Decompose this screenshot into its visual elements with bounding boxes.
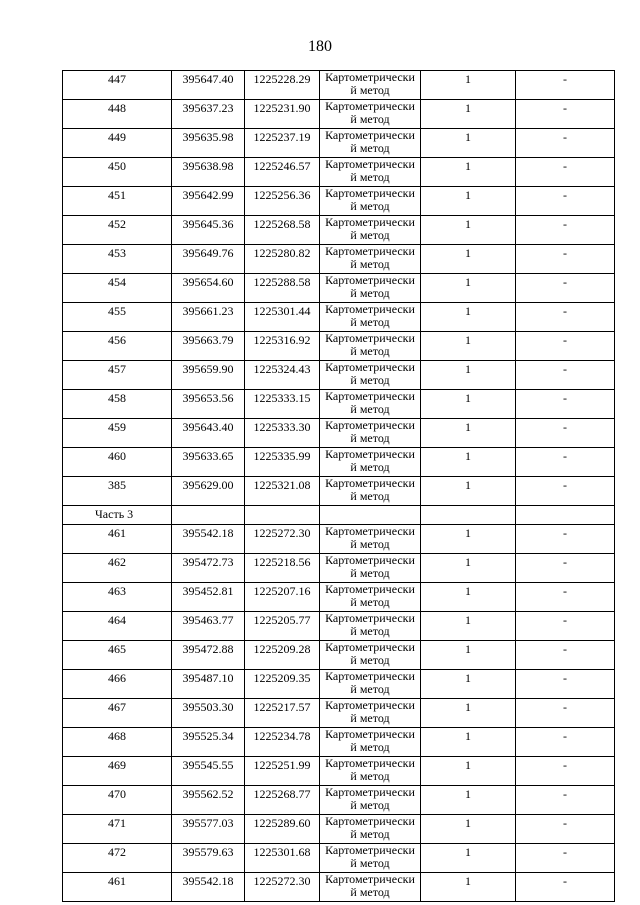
- x-coordinate-cell: 395661.23: [172, 303, 245, 332]
- section-empty-cell: [320, 506, 421, 525]
- y-coordinate-cell: 1225288.58: [245, 274, 320, 303]
- method-line-1: Картометрически: [325, 582, 415, 596]
- accuracy-cell: 1: [421, 187, 516, 216]
- x-coordinate-cell: 395562.52: [172, 786, 245, 815]
- y-coordinate-cell: 1225316.92: [245, 332, 320, 361]
- description-cell: -: [516, 873, 615, 902]
- x-coordinate-cell: 395542.18: [172, 873, 245, 902]
- method-cell: [320, 419, 421, 448]
- y-coordinate-cell: 1225321.08: [245, 477, 320, 506]
- table-row: [63, 245, 615, 274]
- method-line-1: Картометрически: [325, 186, 415, 200]
- description-cell: -: [516, 757, 615, 786]
- description-cell: -: [516, 245, 615, 274]
- method-line-2: й метод: [350, 885, 390, 899]
- method-line-1: Картометрически: [325, 843, 415, 857]
- method-cell: [320, 477, 421, 506]
- y-coordinate-cell: 1225289.60: [245, 815, 320, 844]
- description-cell: -: [516, 815, 615, 844]
- table-row: [63, 129, 615, 158]
- method-cell: [320, 583, 421, 612]
- point-number-cell: 461: [63, 525, 172, 554]
- table-row: [63, 786, 615, 815]
- point-number-cell: 454: [63, 274, 172, 303]
- table-row: [63, 419, 615, 448]
- y-coordinate-cell: 1225256.36: [245, 187, 320, 216]
- description-cell: -: [516, 554, 615, 583]
- point-number-cell: 470: [63, 786, 172, 815]
- x-coordinate-cell: 395452.81: [172, 583, 245, 612]
- table-row: [63, 815, 615, 844]
- description-cell: -: [516, 699, 615, 728]
- method-cell: [320, 844, 421, 873]
- description-cell: -: [516, 332, 615, 361]
- method-line-2: й метод: [350, 373, 390, 387]
- method-line-1: Картометрически: [325, 872, 415, 886]
- description-cell: -: [516, 216, 615, 245]
- description-cell: -: [516, 158, 615, 187]
- y-coordinate-cell: 1225251.99: [245, 757, 320, 786]
- method-line-1: Картометрически: [325, 476, 415, 490]
- point-number-cell: 461: [63, 873, 172, 902]
- x-coordinate-cell: 395635.98: [172, 129, 245, 158]
- accuracy-cell: 1: [421, 390, 516, 419]
- method-line-2: й метод: [350, 856, 390, 870]
- method-cell: [320, 390, 421, 419]
- method-cell: [320, 158, 421, 187]
- accuracy-cell: 1: [421, 361, 516, 390]
- method-line-2: й метод: [350, 711, 390, 725]
- description-cell: -: [516, 303, 615, 332]
- method-line-2: й метод: [350, 257, 390, 271]
- point-number-cell: 450: [63, 158, 172, 187]
- method-line-1: Картометрически: [325, 331, 415, 345]
- point-number-cell: 449: [63, 129, 172, 158]
- point-number-cell: 455: [63, 303, 172, 332]
- point-number-cell: 385: [63, 477, 172, 506]
- y-coordinate-cell: 1225268.77: [245, 786, 320, 815]
- method-line-2: й метод: [350, 489, 390, 503]
- accuracy-cell: 1: [421, 554, 516, 583]
- accuracy-cell: 1: [421, 612, 516, 641]
- x-coordinate-cell: 395643.40: [172, 419, 245, 448]
- method-cell: [320, 129, 421, 158]
- point-number-cell: 458: [63, 390, 172, 419]
- method-line-2: й метод: [350, 798, 390, 812]
- point-number-cell: 448: [63, 100, 172, 129]
- method-line-1: Картометрически: [325, 70, 415, 84]
- method-line-2: й метод: [350, 170, 390, 184]
- table-row: [63, 158, 615, 187]
- description-cell: -: [516, 641, 615, 670]
- accuracy-cell: 1: [421, 419, 516, 448]
- table-row: [63, 448, 615, 477]
- x-coordinate-cell: 395653.56: [172, 390, 245, 419]
- method-line-1: Картометрически: [325, 215, 415, 229]
- method-line-2: й метод: [350, 112, 390, 126]
- point-number-cell: 457: [63, 361, 172, 390]
- x-coordinate-cell: 395525.34: [172, 728, 245, 757]
- section-label: Часть 3: [63, 506, 172, 525]
- point-number-cell: 462: [63, 554, 172, 583]
- y-coordinate-cell: 1225301.44: [245, 303, 320, 332]
- y-coordinate-cell: 1225237.19: [245, 129, 320, 158]
- method-line-1: Картометрически: [325, 360, 415, 374]
- table-row: [63, 728, 615, 757]
- method-cell: [320, 728, 421, 757]
- description-cell: -: [516, 844, 615, 873]
- accuracy-cell: 1: [421, 216, 516, 245]
- y-coordinate-cell: 1225324.43: [245, 361, 320, 390]
- method-line-2: й метод: [350, 402, 390, 416]
- description-cell: -: [516, 583, 615, 612]
- table-row: [63, 670, 615, 699]
- accuracy-cell: 1: [421, 815, 516, 844]
- accuracy-cell: 1: [421, 757, 516, 786]
- x-coordinate-cell: 395642.99: [172, 187, 245, 216]
- method-cell: [320, 187, 421, 216]
- accuracy-cell: 1: [421, 786, 516, 815]
- accuracy-cell: 1: [421, 699, 516, 728]
- description-cell: -: [516, 361, 615, 390]
- y-coordinate-cell: 1225234.78: [245, 728, 320, 757]
- x-coordinate-cell: 395638.98: [172, 158, 245, 187]
- method-line-2: й метод: [350, 460, 390, 474]
- method-line-2: й метод: [350, 740, 390, 754]
- method-line-2: й метод: [350, 83, 390, 97]
- section-empty-cell: [421, 506, 516, 525]
- x-coordinate-cell: 395663.79: [172, 332, 245, 361]
- method-cell: [320, 757, 421, 786]
- method-line-1: Картометрически: [325, 640, 415, 654]
- accuracy-cell: 1: [421, 332, 516, 361]
- table-row: [63, 187, 615, 216]
- table-row: [63, 612, 615, 641]
- method-line-1: Картометрически: [325, 553, 415, 567]
- table-row: [63, 274, 615, 303]
- x-coordinate-cell: 395463.77: [172, 612, 245, 641]
- table-row: [63, 100, 615, 129]
- accuracy-cell: 1: [421, 670, 516, 699]
- accuracy-cell: 1: [421, 158, 516, 187]
- table-row: [63, 525, 615, 554]
- method-line-1: Картометрически: [325, 814, 415, 828]
- method-line-1: Картометрически: [325, 727, 415, 741]
- accuracy-cell: 1: [421, 728, 516, 757]
- method-line-2: й метод: [350, 431, 390, 445]
- table-row: [63, 71, 615, 100]
- method-line-2: й метод: [350, 344, 390, 358]
- method-cell: [320, 786, 421, 815]
- table-row: [63, 641, 615, 670]
- y-coordinate-cell: 1225207.16: [245, 583, 320, 612]
- table-row: [63, 699, 615, 728]
- accuracy-cell: 1: [421, 641, 516, 670]
- point-number-cell: 472: [63, 844, 172, 873]
- description-cell: -: [516, 612, 615, 641]
- description-cell: -: [516, 390, 615, 419]
- method-line-2: й метод: [350, 315, 390, 329]
- method-line-2: й метод: [350, 653, 390, 667]
- method-line-1: Картометрически: [325, 128, 415, 142]
- description-cell: -: [516, 525, 615, 554]
- method-line-1: Картометрически: [325, 273, 415, 287]
- method-cell: [320, 670, 421, 699]
- point-number-cell: 447: [63, 71, 172, 100]
- accuracy-cell: 1: [421, 274, 516, 303]
- method-line-1: Картометрически: [325, 302, 415, 316]
- y-coordinate-cell: 1225228.29: [245, 71, 320, 100]
- x-coordinate-cell: 395579.63: [172, 844, 245, 873]
- point-number-cell: 467: [63, 699, 172, 728]
- table-body-part-b: [63, 525, 615, 902]
- point-number-cell: 459: [63, 419, 172, 448]
- point-number-cell: 463: [63, 583, 172, 612]
- point-number-cell: 451: [63, 187, 172, 216]
- method-line-1: Картометрически: [325, 669, 415, 683]
- accuracy-cell: 1: [421, 583, 516, 612]
- x-coordinate-cell: 395654.60: [172, 274, 245, 303]
- accuracy-cell: 1: [421, 303, 516, 332]
- method-line-1: Картометрически: [325, 99, 415, 113]
- point-number-cell: 452: [63, 216, 172, 245]
- table-row: [63, 583, 615, 612]
- table-row: [63, 873, 615, 902]
- method-cell: [320, 71, 421, 100]
- x-coordinate-cell: 395629.00: [172, 477, 245, 506]
- table-row: [63, 554, 615, 583]
- method-line-1: Картометрически: [325, 447, 415, 461]
- y-coordinate-cell: 1225333.30: [245, 419, 320, 448]
- table-body-part-a: [63, 71, 615, 506]
- point-number-cell: 469: [63, 757, 172, 786]
- point-number-cell: 453: [63, 245, 172, 274]
- method-line-2: й метод: [350, 199, 390, 213]
- accuracy-cell: 1: [421, 448, 516, 477]
- method-cell: [320, 815, 421, 844]
- y-coordinate-cell: 1225280.82: [245, 245, 320, 274]
- method-cell: [320, 361, 421, 390]
- description-cell: -: [516, 786, 615, 815]
- method-line-2: й метод: [350, 537, 390, 551]
- method-cell: [320, 303, 421, 332]
- method-line-2: й метод: [350, 827, 390, 841]
- coordinates-table: [62, 70, 615, 902]
- method-cell: [320, 245, 421, 274]
- y-coordinate-cell: 1225301.68: [245, 844, 320, 873]
- x-coordinate-cell: 395649.76: [172, 245, 245, 274]
- description-cell: -: [516, 71, 615, 100]
- x-coordinate-cell: 395633.65: [172, 448, 245, 477]
- description-cell: -: [516, 448, 615, 477]
- method-line-1: Картометрически: [325, 244, 415, 258]
- y-coordinate-cell: 1225335.99: [245, 448, 320, 477]
- table-row: [63, 303, 615, 332]
- y-coordinate-cell: 1225209.28: [245, 641, 320, 670]
- y-coordinate-cell: 1225205.77: [245, 612, 320, 641]
- method-line-1: Картометрически: [325, 157, 415, 171]
- accuracy-cell: 1: [421, 129, 516, 158]
- y-coordinate-cell: 1225333.15: [245, 390, 320, 419]
- page-number: 180: [308, 38, 332, 55]
- y-coordinate-cell: 1225209.35: [245, 670, 320, 699]
- method-line-2: й метод: [350, 566, 390, 580]
- description-cell: -: [516, 419, 615, 448]
- x-coordinate-cell: 395503.30: [172, 699, 245, 728]
- section-empty-cell: [516, 506, 615, 525]
- description-cell: -: [516, 187, 615, 216]
- point-number-cell: 466: [63, 670, 172, 699]
- accuracy-cell: 1: [421, 71, 516, 100]
- method-line-2: й метод: [350, 141, 390, 155]
- table-row: [63, 477, 615, 506]
- method-line-2: й метод: [350, 228, 390, 242]
- y-coordinate-cell: 1225268.58: [245, 216, 320, 245]
- description-cell: -: [516, 728, 615, 757]
- x-coordinate-cell: 395647.40: [172, 71, 245, 100]
- x-coordinate-cell: 395487.10: [172, 670, 245, 699]
- description-cell: -: [516, 477, 615, 506]
- method-line-2: й метод: [350, 624, 390, 638]
- accuracy-cell: 1: [421, 525, 516, 554]
- point-number-cell: 471: [63, 815, 172, 844]
- accuracy-cell: 1: [421, 100, 516, 129]
- description-cell: -: [516, 670, 615, 699]
- y-coordinate-cell: 1225218.56: [245, 554, 320, 583]
- method-cell: [320, 641, 421, 670]
- accuracy-cell: 1: [421, 477, 516, 506]
- table-row: [63, 332, 615, 361]
- y-coordinate-cell: 1225231.90: [245, 100, 320, 129]
- y-coordinate-cell: 1225246.57: [245, 158, 320, 187]
- point-number-cell: 465: [63, 641, 172, 670]
- method-cell: [320, 554, 421, 583]
- method-line-1: Картометрически: [325, 785, 415, 799]
- method-cell: [320, 216, 421, 245]
- table-row: [63, 390, 615, 419]
- method-line-1: Картометрически: [325, 418, 415, 432]
- x-coordinate-cell: 395577.03: [172, 815, 245, 844]
- accuracy-cell: 1: [421, 844, 516, 873]
- point-number-cell: 456: [63, 332, 172, 361]
- x-coordinate-cell: 395472.88: [172, 641, 245, 670]
- x-coordinate-cell: 395545.55: [172, 757, 245, 786]
- description-cell: -: [516, 274, 615, 303]
- x-coordinate-cell: 395659.90: [172, 361, 245, 390]
- x-coordinate-cell: 395637.23: [172, 100, 245, 129]
- section-empty-cell: [245, 506, 320, 525]
- table-row: [63, 216, 615, 245]
- point-number-cell: 468: [63, 728, 172, 757]
- description-cell: -: [516, 100, 615, 129]
- method-cell: [320, 873, 421, 902]
- y-coordinate-cell: 1225272.30: [245, 525, 320, 554]
- method-cell: [320, 525, 421, 554]
- method-cell: [320, 612, 421, 641]
- accuracy-cell: 1: [421, 873, 516, 902]
- method-line-1: Картометрически: [325, 389, 415, 403]
- table-row: [63, 361, 615, 390]
- method-cell: [320, 274, 421, 303]
- y-coordinate-cell: 1225272.30: [245, 873, 320, 902]
- section-empty-cell: [172, 506, 245, 525]
- method-cell: [320, 332, 421, 361]
- accuracy-cell: 1: [421, 245, 516, 274]
- y-coordinate-cell: 1225217.57: [245, 699, 320, 728]
- point-number-cell: 460: [63, 448, 172, 477]
- x-coordinate-cell: 395542.18: [172, 525, 245, 554]
- method-line-1: Картометрически: [325, 524, 415, 538]
- point-number-cell: 464: [63, 612, 172, 641]
- method-cell: [320, 100, 421, 129]
- method-line-2: й метод: [350, 682, 390, 696]
- method-line-2: й метод: [350, 286, 390, 300]
- section-row: [63, 506, 615, 525]
- method-line-1: Картометрически: [325, 756, 415, 770]
- x-coordinate-cell: 395472.73: [172, 554, 245, 583]
- method-line-1: Картометрически: [325, 698, 415, 712]
- table-row: [63, 844, 615, 873]
- table-body-section: [63, 506, 615, 525]
- x-coordinate-cell: 395645.36: [172, 216, 245, 245]
- method-cell: [320, 448, 421, 477]
- table-row: [63, 757, 615, 786]
- description-cell: -: [516, 129, 615, 158]
- method-line-1: Картометрически: [325, 611, 415, 625]
- method-cell: [320, 699, 421, 728]
- method-line-2: й метод: [350, 595, 390, 609]
- method-line-2: й метод: [350, 769, 390, 783]
